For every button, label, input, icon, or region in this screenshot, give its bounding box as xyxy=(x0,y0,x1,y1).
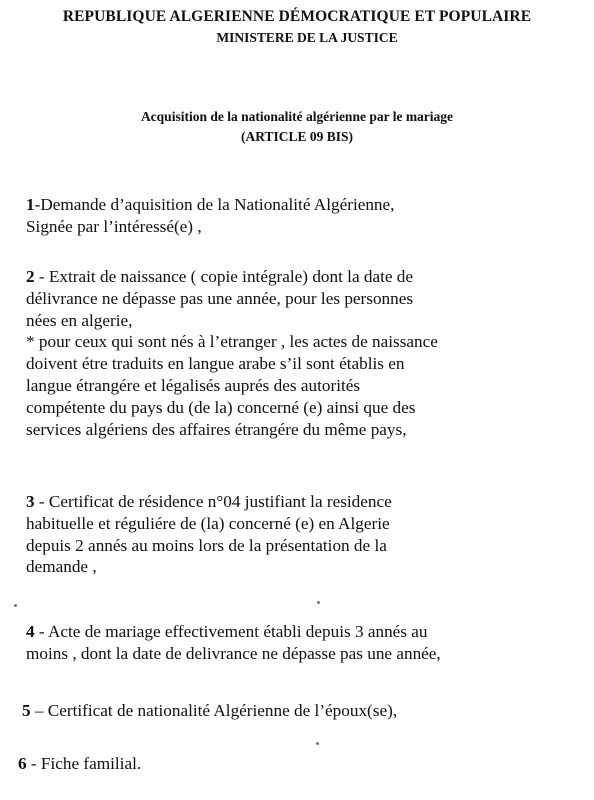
item-line: habituelle et réguliére de (la) concerné (e) en Algerie xyxy=(26,513,390,533)
item-line: services algériens des affaires étrangére du même pays, xyxy=(26,419,407,439)
subject-block xyxy=(0,107,594,147)
list-item-4 xyxy=(26,621,571,665)
subject-article: (ARTICLE 09 BIS) xyxy=(240,129,354,144)
item-line xyxy=(26,621,571,643)
item-line: depuis 2 annés au moins lors de la présentation de la xyxy=(26,535,387,555)
list-item-5 xyxy=(22,700,567,722)
item-number: 2 xyxy=(26,267,35,286)
scan-speck xyxy=(317,601,320,604)
list-item-1 xyxy=(26,194,571,238)
item-line xyxy=(22,700,567,722)
item-line: Signée par l’intéressé(e) , xyxy=(26,216,202,236)
item-text: - Extrait de naissance ( copie intégrale) dont la date de xyxy=(34,267,414,286)
list-item-3 xyxy=(26,491,571,578)
scan-speck xyxy=(316,742,319,745)
item-line: nées en algerie, xyxy=(26,310,133,330)
list-item-2 xyxy=(26,266,571,440)
item-number: 3 xyxy=(26,492,35,511)
item-line: * pour ceux qui sont nés à l’etranger , les actes de naissance xyxy=(26,332,438,352)
item-text: - Acte de mariage effectivement établi depuis 3 annés au xyxy=(34,622,428,641)
item-line: langue étrangére et légalisés auprés des autorités xyxy=(26,375,361,395)
item-line: doivent étre traduits en langue arabe s’il sont établis en xyxy=(26,354,405,374)
item-line: demande , xyxy=(26,557,97,577)
item-line xyxy=(26,266,571,288)
republic-heading: REPUBLIQUE ALGERIENNE DÉMOCRATIQUE ET POPULAIRE xyxy=(62,8,532,25)
item-number: 1 xyxy=(26,195,35,214)
scan-speck xyxy=(14,604,17,607)
item-line: moins , dont la date de delivrance ne dépasse pas une année, xyxy=(26,643,441,663)
item-text: - Fiche familial. xyxy=(26,754,142,773)
item-number: 5 xyxy=(22,701,31,720)
item-text: – Certificat de nationalité Algérienne de l’époux(se), xyxy=(30,701,398,720)
item-number: 4 xyxy=(26,622,35,641)
list-item-6 xyxy=(18,753,563,775)
item-number: 6 xyxy=(18,754,27,773)
ministry-heading: MINISTERE DE LA JUSTICE xyxy=(216,30,398,45)
item-text: -Demande d’aquisition de la Nationalité Algérienne, xyxy=(34,195,395,214)
item-line xyxy=(26,194,571,216)
item-line xyxy=(26,491,571,513)
item-text: - Certificat de résidence n°04 justifiant la residence xyxy=(34,492,392,511)
item-line xyxy=(18,753,563,775)
item-line: compétente du pays du (de la) concerné (e) ainsi que des xyxy=(26,397,416,417)
subject-title: Acquisition de la nationalité algérienne par le mariage xyxy=(140,109,454,124)
item-line: délivrance ne dépasse pas une année, pour les personnes xyxy=(26,288,414,308)
